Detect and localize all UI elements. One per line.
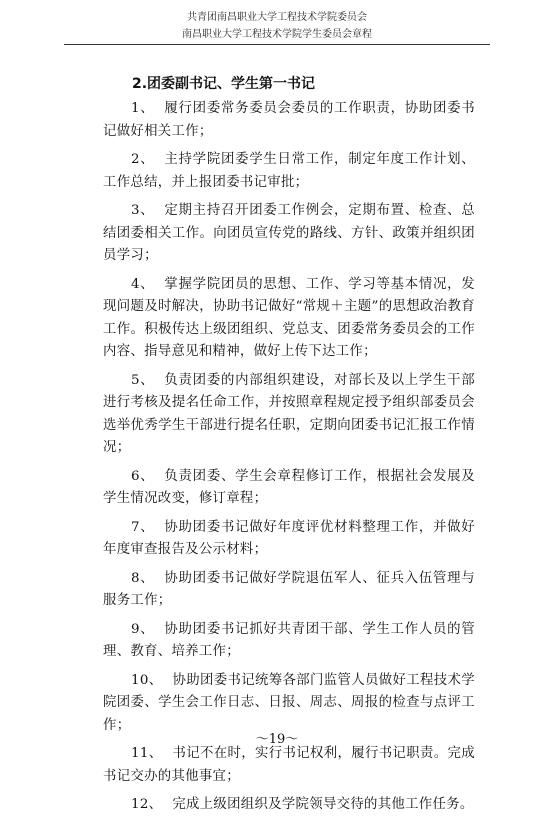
item-number: 3、: [131, 203, 155, 218]
item-number: 10、: [131, 672, 163, 688]
header-divider: [64, 44, 490, 45]
list-item: [103, 568, 475, 613]
item-text: 完成上级团组织及学院领导交待的其他工作任务。: [172, 797, 474, 812]
list-item: [103, 274, 475, 364]
list-item: [103, 619, 475, 664]
item-text: 负责团委、学生会章程修订工作，根据社会发展及学生情况改变，修订章程；: [103, 468, 475, 506]
item-number: 7、: [131, 519, 155, 535]
item-text: 主持学院团委学生日常工作，制定年度工作计划、工作总结，并上报团委书记审批；: [103, 152, 475, 190]
list-item: [103, 670, 475, 738]
header-document-title: 南昌职业大学工程技术学院学生委员会章程: [182, 29, 372, 40]
page-number: ～19～: [255, 732, 299, 747]
item-text: 协助团委书记统筹各部门监管人员做好工程技术学院团委、学生会工作日志、日报、周志、周报的检查与点评工作；: [103, 672, 475, 733]
list-item: [103, 466, 475, 511]
list-item: [103, 794, 475, 817]
item-text: 掌握学院团员的思想、工作、学习等基本情况，发现问题及时解决，协助书记做好“常规＋主题”的思想政治教育工作。积极传达上级团组织、党总支、团委常务委员会的工作内容、指导意见和精神，做好上传下达工作；: [103, 276, 475, 359]
item-text: 书记不在时，实行书记权利，履行书记职责。完成书记交办的其他事宜；: [103, 746, 475, 784]
item-number: 8、: [131, 570, 155, 586]
item-text: 协助团委书记做好年度评优材料整理工作，并做好年度审查报告及公示材料；: [103, 519, 475, 557]
item-number: 5、: [131, 372, 155, 388]
item-number: 4、: [131, 276, 155, 292]
item-number: 2、: [131, 152, 155, 167]
item-text: 负责团委的内部组织建设，对部长及以上学生干部进行考核及提名任命工作，并按照章程规定授予组织部委员会选举优秀学生干部进行提名任职，定期向团委书记汇报工作情况；: [103, 372, 475, 455]
item-number: 9、: [131, 621, 155, 637]
item-text: 履行团委常务委员会委员的工作职责，协助团委书记做好相关工作；: [103, 101, 475, 139]
item-number: 6、: [131, 468, 155, 484]
list-item: [103, 517, 475, 562]
duty-list: [103, 98, 475, 823]
item-text: 协助团委书记做好学院退伍军人、征兵入伍管理与服务工作；: [103, 570, 475, 608]
list-item: [103, 370, 475, 460]
header-organization: 共青团南昌职业大学工程技术学院委员会: [187, 12, 367, 23]
list-item: [103, 743, 475, 788]
item-number: 11、: [131, 746, 163, 761]
section-title: 2.团委副书记、学生第一书记: [132, 76, 316, 92]
list-item: [103, 98, 475, 143]
item-number: 1、: [131, 101, 155, 116]
item-text: 定期主持召开团委工作例会，定期布置、检查、总结团委相关工作。向团员宣传党的路线、方针、政策并组织团员学习；: [103, 203, 475, 263]
item-text: 协助团委书记抓好共青团干部、学生工作人员的管理、教育、培养工作；: [103, 621, 475, 659]
list-item: [103, 149, 475, 194]
list-item: [103, 200, 475, 268]
item-number: 12、: [131, 797, 163, 812]
